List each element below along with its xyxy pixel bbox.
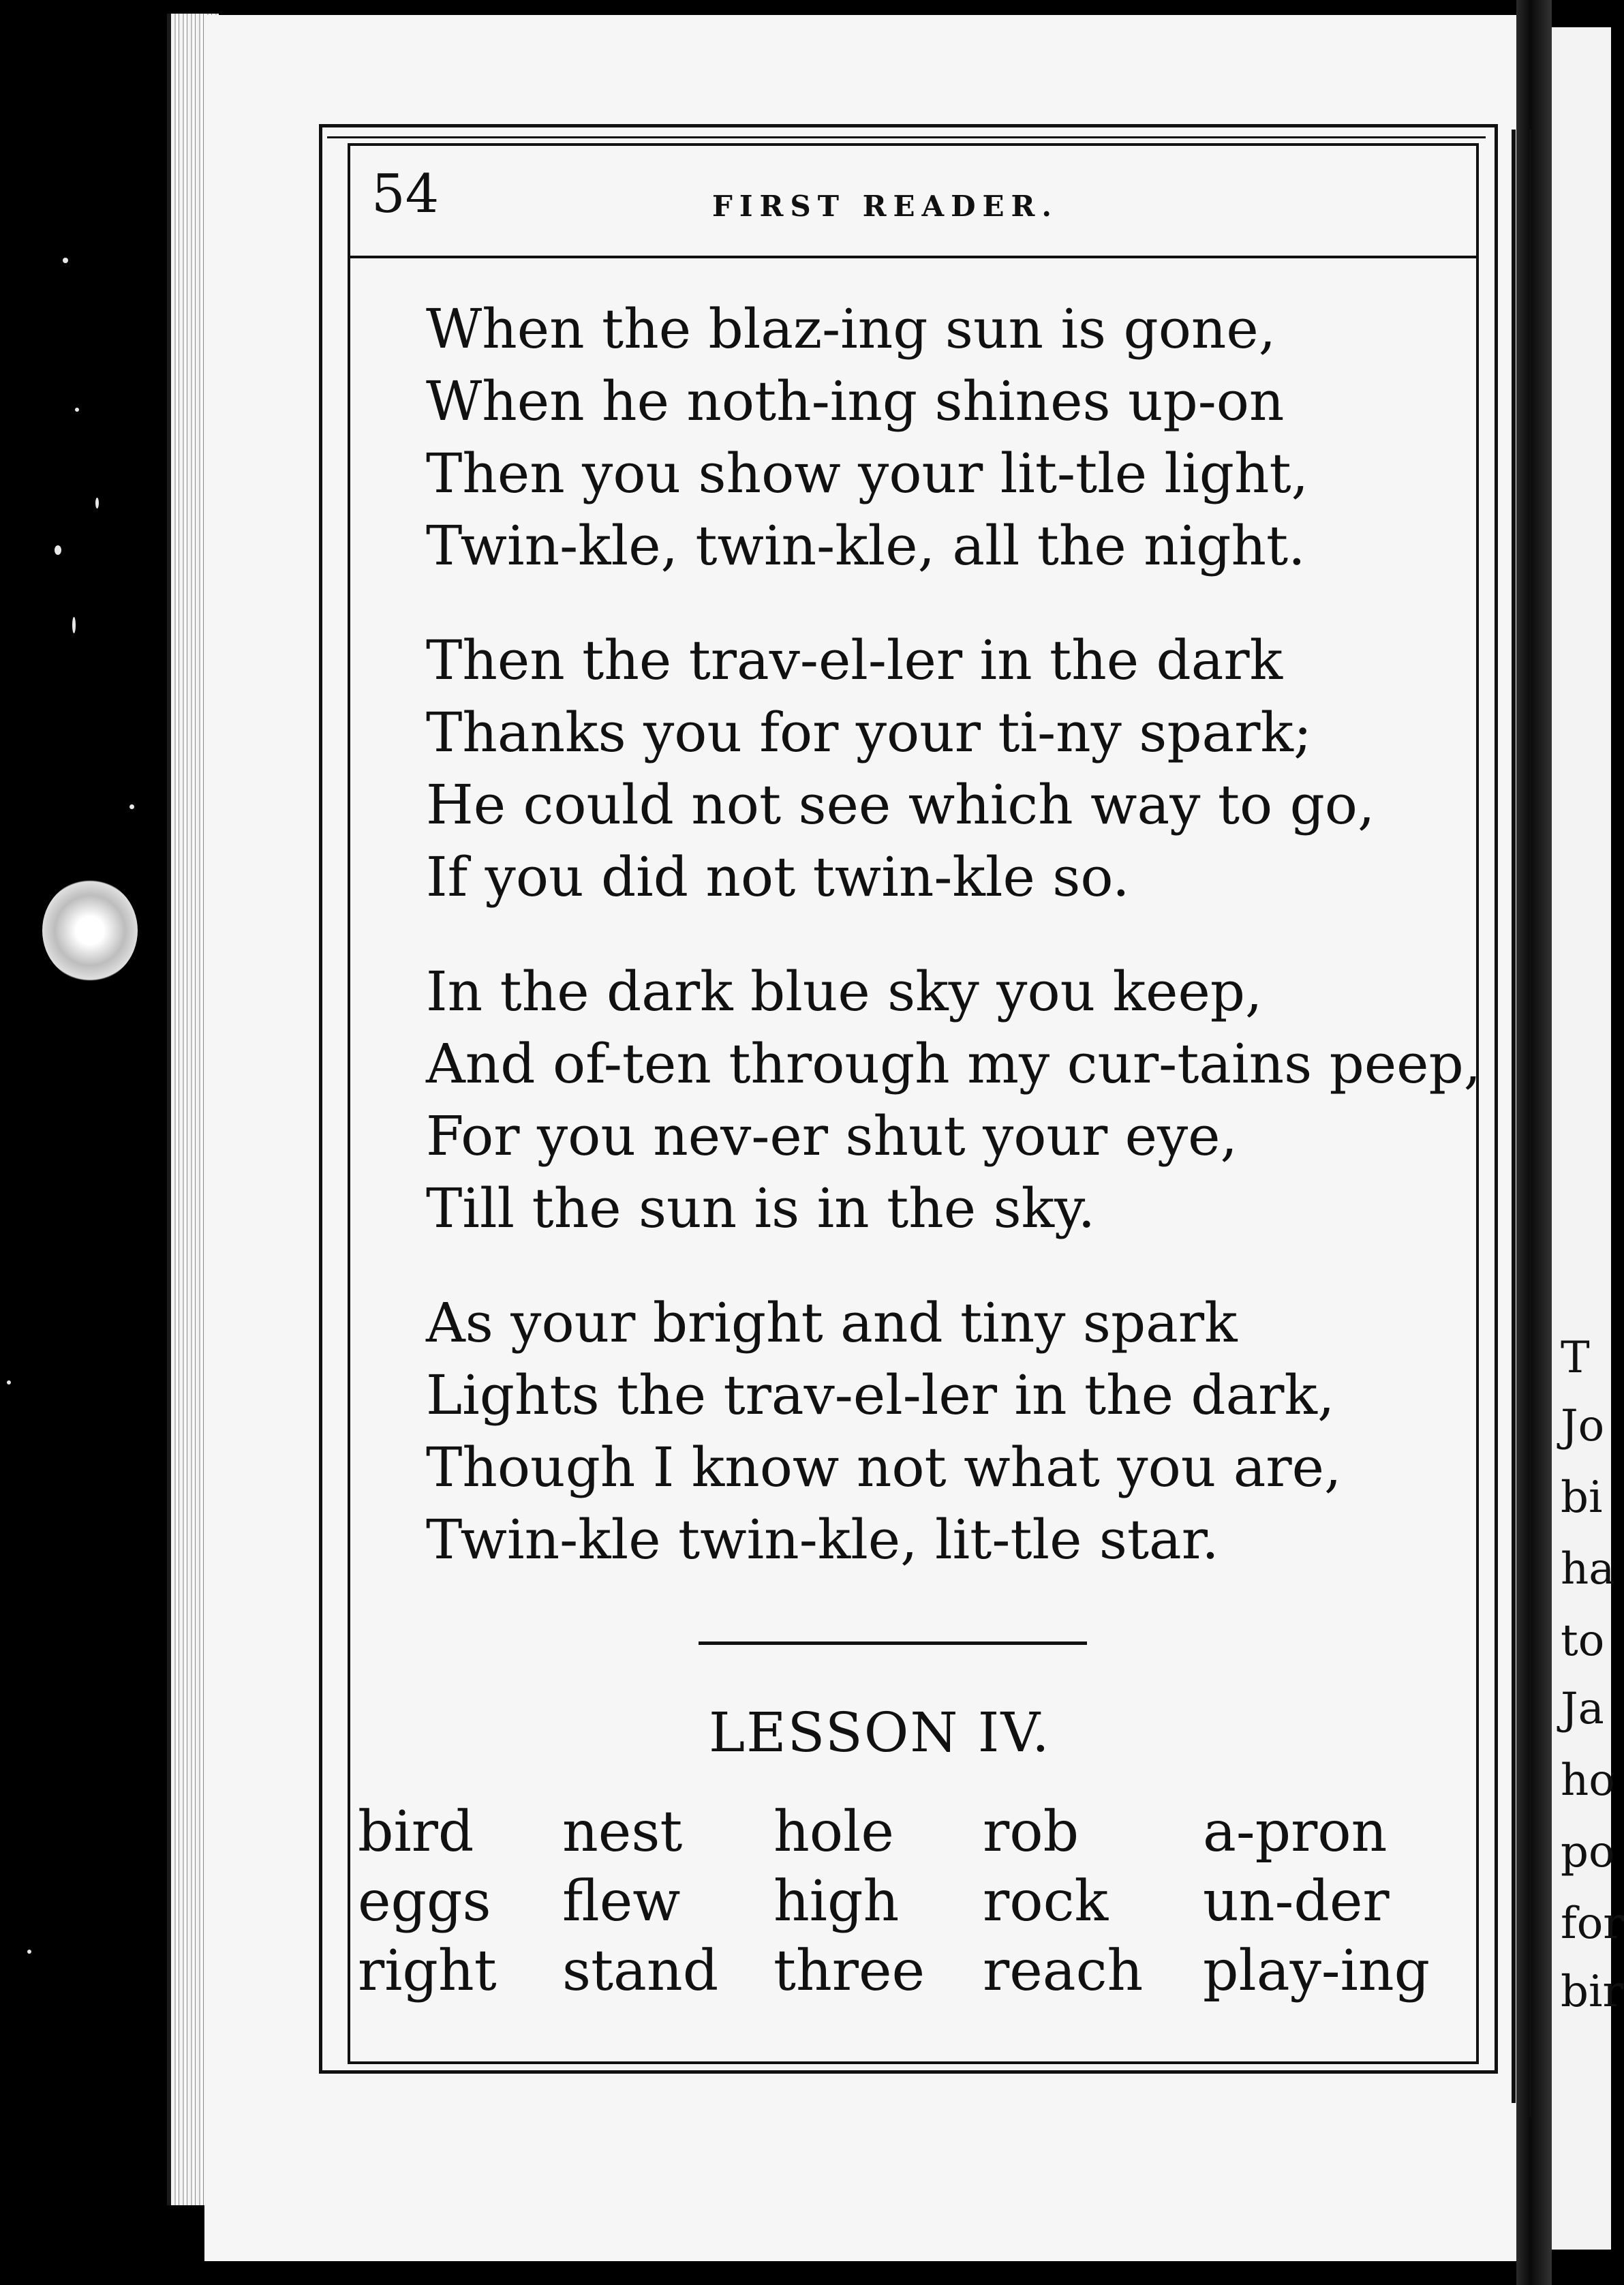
poem-line: Then you show your lit-tle light, [426, 442, 1309, 505]
facing-page-fragment: to [1561, 1616, 1605, 1666]
vocabulary-word: flew [562, 1869, 681, 1934]
poem-line: Lights the trav-el-ler in the dark, [426, 1363, 1335, 1427]
facing-page-fragment: Jo [1561, 1401, 1605, 1451]
scan-speck [63, 258, 68, 263]
running-title: FIRST READER. [712, 190, 1059, 223]
scan-speck [75, 408, 79, 412]
vocabulary-word: eggs [358, 1869, 491, 1934]
facing-page-fragment: po [1561, 1827, 1615, 1877]
vocabulary-list [354, 1800, 1472, 2008]
vocabulary-word: reach [983, 1939, 1144, 2003]
poem-line: Then the trav-el-ler in the dark [426, 629, 1283, 692]
poem-line: In the dark blue sky you keep, [426, 960, 1263, 1023]
poem-line: Thanks you for your ti-ny spark; [426, 701, 1312, 764]
stanza [426, 293, 1462, 582]
facing-page-fragment: bir [1561, 1967, 1624, 2017]
vocabulary-word: a-pron [1203, 1800, 1388, 1864]
facing-page-fragment: for [1561, 1898, 1624, 1949]
facing-page-fragment: ho [1561, 1755, 1615, 1806]
vocabulary-word: bird [358, 1800, 474, 1864]
section-divider [699, 1641, 1087, 1645]
scan-speck [27, 1950, 31, 1954]
facing-page-frame [1512, 130, 1624, 2103]
stanza [426, 956, 1482, 1245]
poem [426, 293, 1482, 1618]
scan-speck [7, 1380, 11, 1384]
poem-line: For you nev-er shut your eye, [426, 1104, 1238, 1168]
poem-line: And of-ten through my cur-tains peep, [426, 1032, 1482, 1095]
stanza [426, 1287, 1462, 1576]
scan-speck [55, 545, 61, 555]
poem-line: Though I know not what you are, [426, 1436, 1342, 1499]
vocabulary-row [354, 1939, 1472, 2008]
poem-line: When the blaz-ing sun is gone, [426, 297, 1276, 361]
vocabulary-word: un-der [1203, 1869, 1390, 1934]
paper-stain [42, 879, 138, 982]
poem-line: Till the sun is in the sky. [426, 1177, 1096, 1240]
scan-speck [129, 804, 134, 809]
vocabulary-word: nest [562, 1800, 683, 1864]
poem-line: When he noth-ing shines up-on [426, 369, 1285, 433]
scan-speck [95, 498, 99, 509]
vocabulary-word: stand [562, 1939, 719, 2003]
facing-page-fragment: bi [1561, 1472, 1603, 1523]
vocabulary-word: play-ing [1203, 1939, 1430, 2003]
stanza [426, 624, 1462, 913]
facing-page-fragment: T [1561, 1333, 1590, 1383]
poem-line: Twin-kle twin-kle, lit-tle star. [426, 1508, 1219, 1571]
poem-line: If you did not twin-kle so. [426, 845, 1130, 909]
facing-page-fragment: ha [1561, 1544, 1615, 1594]
poem-line: He could not see which way to go, [426, 773, 1375, 836]
lesson-title: LESSON IV. [709, 1701, 1051, 1764]
vocabulary-word: high [773, 1869, 900, 1934]
page-number: 54 [371, 164, 440, 225]
vocabulary-word: rock [983, 1869, 1109, 1934]
vocabulary-word: rob [983, 1800, 1079, 1864]
vocabulary-row [354, 1800, 1472, 1869]
scan-speck [72, 617, 76, 633]
facing-page-fragment: Ja [1561, 1684, 1604, 1734]
poem-line: Twin-kle, twin-kle, all the night. [426, 514, 1306, 577]
vocabulary-word: hole [773, 1800, 894, 1864]
header-rule [348, 256, 1479, 258]
vocabulary-row [354, 1869, 1472, 1939]
poem-line: As your bright and tiny spark [426, 1291, 1238, 1355]
vocabulary-word: right [358, 1939, 497, 2003]
vocabulary-word: three [773, 1939, 925, 2003]
